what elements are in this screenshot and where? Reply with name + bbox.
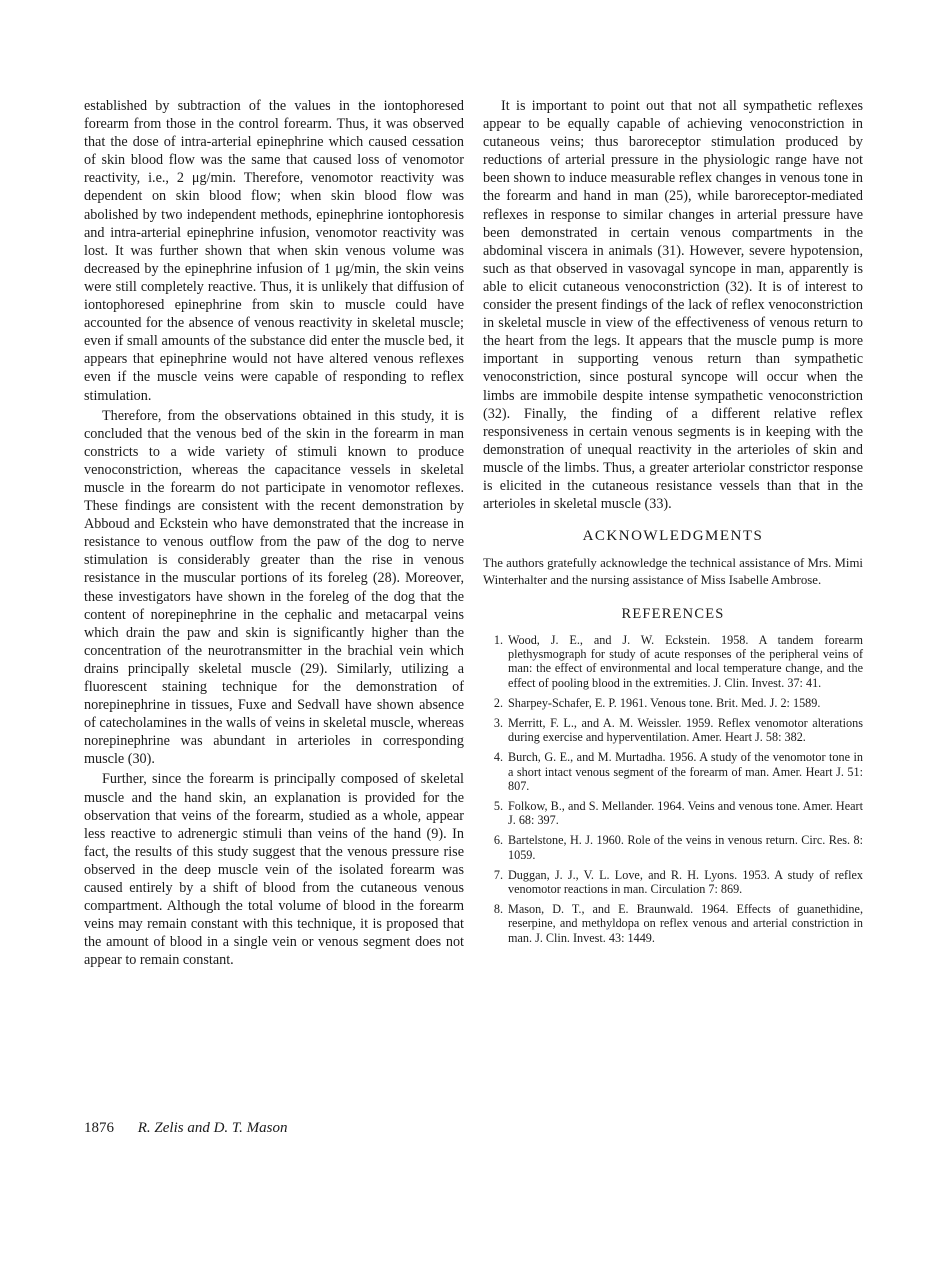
- left-column: [84, 97, 464, 970]
- reference-item: [483, 902, 863, 945]
- references-heading: REFERENCES: [621, 605, 725, 622]
- reference-item: [483, 633, 863, 690]
- reference-text: Bartelstone, H. J. 1960. Role of the veins in venous return. Circ. Res. 8: 1059.: [508, 833, 863, 862]
- reference-item: [483, 868, 863, 896]
- acknowledgments-text: The authors gratefully acknowledge the technical assistance of Mrs. Mimi Winterhalter and the nursing assistance of Miss Isabelle Ambrose.: [483, 556, 863, 587]
- reference-text: Burch, G. E., and M. Murtadha. 1956. A study of the venomotor tone in a short intact venous segment of the forearm of man. Amer. Heart J. 51: 807.: [508, 750, 863, 793]
- reference-number: 4.: [493, 750, 503, 765]
- body-paragraph: established by subtraction of the values in the iontophoresed forearm from those in the control forearm. Thus, it was observed that the dose of intra-arterial epinephrine which caused cessation of skin blood flow was the same that caused loss of venomotor reactivity, i.e., 2 μg/min. Therefore, venomotor reactivity was dependent on skin blood flow; when skin blood flow was abolished by two independent methods, epinephrine iontophoresis and intra-arterial epinephrine infusion, venomotor reactivity was lost. It was further shown that when skin venous volume was decreased by the epinephrine infusion of 1 μg/min, the skin veins were still completely reactive. Thus, it is unlikely that diffusion of iontophoresed epinephrine from skin to muscle could have accounted for the absence of venous reactivity in skeletal muscle; even if small amounts of the substance did enter the muscle bed, it appears that epinephrine would not have altered venous reflexes even if the muscle veins were capable of responding to reflex stimulation.: [84, 98, 464, 404]
- reference-item: [483, 716, 863, 744]
- acknowledgments-heading: ACKNOWLEDGMENTS: [582, 528, 764, 545]
- reference-item: [483, 750, 863, 793]
- reference-number: 3.: [493, 715, 503, 730]
- reference-text: Folkow, B., and S. Mellander. 1964. Veins and venous tone. Amer. Heart J. 68: 397.: [508, 799, 863, 828]
- reference-text: Mason, D. T., and E. Braunwald. 1964. Effects of guanethidine, reserpine, and methyldopa on reflex venous and arterial constriction in man. J. Clin. Invest. 43: 1449.: [508, 902, 863, 945]
- references-list: [483, 633, 863, 945]
- reference-item: [483, 799, 863, 827]
- body-paragraph: Further, since the forearm is principally composed of skeletal muscle and the hand skin, an explanation is provided for the observation that veins of the forearm, studied as a whole, appear less reactive to adrenergic stimuli than veins of the hand (9). In fact, the results of this study suggest that the venous pressure rise observed in the deep muscle vein of the isolated forearm was caused entirely by a shift of blood from the cutaneous venous compartment. Although the total volume of blood in the forearm veins may remain constant with this technique, it is proposed that the amount of blood in a single vein or venous segment does not appear to remain constant.: [84, 771, 464, 969]
- reference-text: Duggan, J. J., V. L. Love, and R. H. Lyons. 1953. A study of reflex venomotor reactions in man. Circulation 7: 869.: [508, 867, 863, 897]
- reference-number: 1.: [493, 632, 503, 647]
- reference-number: 2.: [493, 695, 503, 710]
- right-column: [483, 97, 863, 951]
- reference-number: 7.: [493, 867, 503, 882]
- reference-item: [483, 833, 863, 861]
- reference-number: 6.: [493, 833, 503, 848]
- page-footer: [84, 1120, 287, 1137]
- reference-text: Merritt, F. L., and A. M. Weissler. 1959. Reflex venomotor alterations during exercise and hyperventilation. Amer. Heart J. 58: 382.: [508, 715, 863, 745]
- reference-text: Sharpey-Schafer, E. P. 1961. Venous tone. Brit. Med. J. 2: 1589.: [508, 695, 821, 710]
- reference-item: [483, 696, 863, 710]
- body-paragraph: It is important to point out that not all sympathetic reflexes appear to be equally capable of achieving venoconstriction in cutaneous veins; thus baroreceptor stimulation produced by reductions of arterial pressure in the physiologic range have not been shown to induce measurable reflex changes in venous tone in the forearm and hand in man (25), while baroreceptor-mediated reflexes in response to similar changes in arterial pressure have been demonstrated in certain venous compartments in the abdominal viscera in animals (31). However, severe hypotension, such as that observed in vasovagal syncope in man, apparently is able to elicit cutaneous venoconstriction (32). It is of interest to consider the present findings of the lack of reflex venoconstriction in skeletal muscle in view of the effectiveness of venous return to the heart from the legs. It appears that the muscle pump is more important in supporting venous return than sympathetic venoconstriction, since postural syncope will occur when the limbs are immobile despite intense sympathetic venoconstriction (32). Finally, the finding of a different relative reflex responsiveness in certain venous segments is in keeping with the demonstration of unequal reactivity in the arterioles of skin and muscle of the limbs. Thus, a greater arteriolar constrictor response is elicited in the cutaneous resistance vessels than that in the arterioles in skeletal muscle (33).: [483, 98, 863, 513]
- reference-number: 5.: [493, 799, 503, 813]
- reference-number: 8.: [493, 902, 503, 917]
- page-number: 1876: [84, 1120, 114, 1136]
- reference-text: Wood, J. E., and J. W. Eckstein. 1958. A tandem forearm plethysmograph for study of acute responses of the peripheral veins of man: the effect of environmental and local temperature change, and the effect of pooling blood in the extremities. J. Clin. Invest. 37: 41.: [508, 632, 863, 690]
- body-paragraph: Therefore, from the observations obtained in this study, it is concluded that the venous bed of the skin in the forearm in man constricts to a wide variety of stimuli known to produce venoconstriction, whereas the capacitance vessels in skeletal muscle in the forearm do not participate in venomotor reflexes. These findings are consistent with the recent demonstration by Abboud and Eckstein who have demonstrated that the increase in resistance to venous outflow from the paw of the dog to nerve stimulation is considerably greater than the rise in venous resistance in the muscular portions of its foreleg (28). Moreover, these investigators have shown in the foreleg of the dog that the content of norepinephrine in the cephalic and metacarpal veins which drain the paw and skin is significantly higher than the concentration of the neurotransmitter in the brachial vein which drains principally skeletal muscle (29). Similarly, utilizing a fluorescent staining technique for the demonstration of norepinephrine in tissues, Fuxe and Sedvall have shown absence of catecholamines in the walls of veins in skeletal muscle, whereas norepinephrine was abundant in arterioles in corresponding muscle (30).: [84, 407, 464, 768]
- running-authors: R. Zelis and D. T. Mason: [137, 1120, 288, 1136]
